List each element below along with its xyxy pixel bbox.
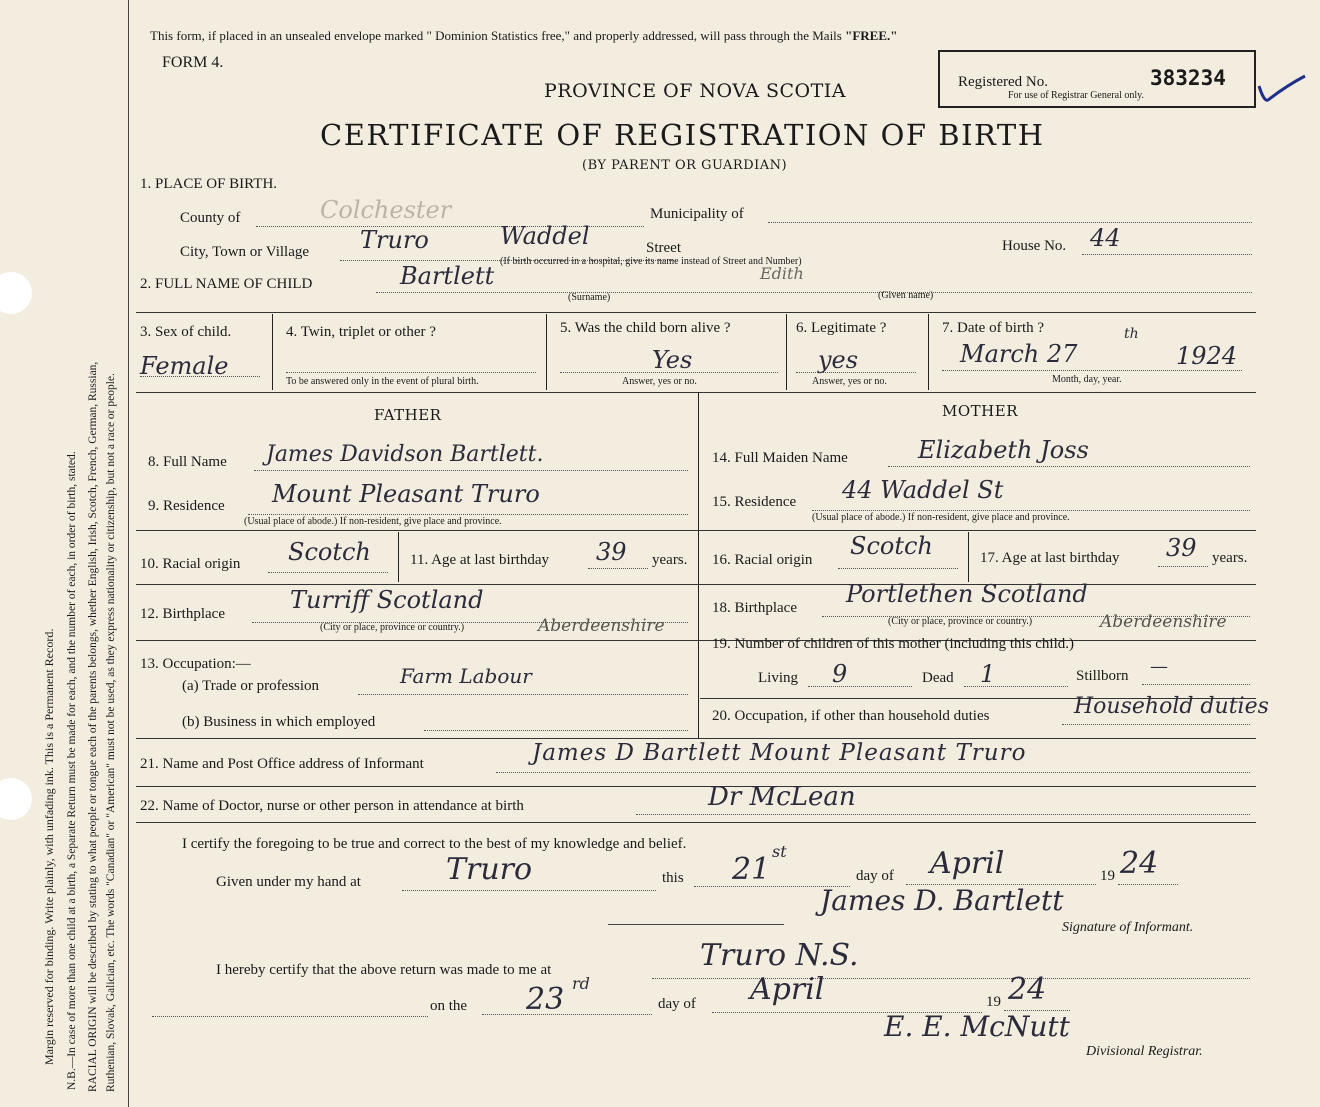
sex-value: Female <box>140 352 229 380</box>
certify-text: I certify the foregoing to be true and correct to the best of my knowledge and belief. <box>182 836 687 852</box>
registrar-place-value: Truro N.S. <box>700 938 859 973</box>
on-the-label: on the <box>430 998 468 1014</box>
alive-value: Yes <box>652 346 693 374</box>
registrar-dayof-label: day of <box>658 996 696 1012</box>
dob-label: 7. Date of birth ? <box>942 320 1045 336</box>
dob-note: Month, day, year. <box>1052 374 1122 385</box>
registrar-day-suffix: rd <box>572 974 590 993</box>
mother-age-label: 17. Age at last birthday <box>980 550 1120 566</box>
father-age-unit: years. <box>652 552 688 568</box>
father-residence-label: 9. Residence <box>148 498 225 514</box>
father-heading: FATHER <box>374 406 442 424</box>
margin-note-multiple-birth: N.B.—In case of more than one child at a birth, a Separate Return must be made for each, and the number of each, in order of birth, stated. <box>66 451 78 1090</box>
given-month-value: April <box>930 846 1005 881</box>
mother-birthplace-value: Portlethen Scotland <box>846 580 1088 608</box>
city-value: Truro <box>360 226 429 254</box>
children-count-label: 19. Number of children of this mother (including this child.) <box>712 636 1075 652</box>
registrar-year-value: 24 <box>1008 972 1047 1007</box>
registrar-text: I hereby certify that the above return was made to me at <box>216 962 552 978</box>
child-name-label: 2. FULL NAME OF CHILD <box>140 276 313 292</box>
dead-label: Dead <box>922 670 954 686</box>
house-value: 44 <box>1090 224 1121 252</box>
house-label: House No. <box>1002 238 1067 254</box>
mother-residence-label: 15. Residence <box>712 494 797 510</box>
father-age-label: 11. Age at last birthday <box>410 552 549 568</box>
father-birthplace-extra: Aberdeenshire <box>538 616 665 636</box>
mother-heading: MOTHER <box>942 402 1018 420</box>
street-label: Street <box>646 240 681 256</box>
given-day-value: 21 <box>732 852 771 887</box>
mail-notice: This form, if placed in an unsealed envelope marked " Dominion Statistics free," and properly addressed, will pass through the Mails "FREE." <box>150 28 898 43</box>
father-residence-value: Mount Pleasant Truro <box>272 480 540 508</box>
business-label: (b) Business in which employed <box>182 714 376 730</box>
living-label: Living <box>758 670 798 686</box>
registrar-day-value: 23 <box>526 982 565 1017</box>
dob-value: March 27 <box>960 340 1078 368</box>
informant-value: James D Bartlett Mount Pleasant Truro <box>532 740 1027 766</box>
mother-residence-value: 44 Waddel St <box>842 476 1004 504</box>
mother-residence-note: (Usual place of abode.) If non-resident, give place and province. <box>812 512 1070 523</box>
mother-age-unit: years. <box>1212 550 1248 566</box>
doctor-value: Dr McLean <box>708 782 856 812</box>
mother-name-value: Elizabeth Joss <box>918 436 1089 464</box>
given-place-value: Truro <box>446 852 533 887</box>
given-year-prefix: 19 <box>1100 868 1115 884</box>
margin-note-racial-origin-2: Ruthenian, Slovak, Galician, etc. The words "Canadian" or "American" must not be used, as they express nationality or citizenship, but not a race or people. <box>105 373 117 1092</box>
sex-label: 3. Sex of child. <box>140 324 232 340</box>
place-heading: 1. PLACE OF BIRTH. <box>140 176 278 192</box>
mother-birthplace-extra: Aberdeenshire <box>1100 612 1227 632</box>
doctor-label: 22. Name of Doctor, nurse or other person in attendance at birth <box>140 798 524 814</box>
child-surname: Bartlett <box>400 262 495 290</box>
legitimate-label: 6. Legitimate ? <box>796 320 887 336</box>
binder-hole-top <box>0 272 32 314</box>
margin-rule <box>128 0 129 1107</box>
county-label: County of <box>180 210 241 226</box>
street-value: Waddel <box>500 222 590 250</box>
father-birthplace-value: Turriff Scotland <box>290 586 484 614</box>
stillborn-value: — <box>1150 656 1168 677</box>
registrar-month-value: April <box>750 972 825 1007</box>
given-day-suffix: st <box>772 842 787 861</box>
county-value: Colchester <box>320 196 452 224</box>
dob-year: 1924 <box>1176 342 1238 370</box>
father-birthplace-label: 12. Birthplace <box>140 606 225 622</box>
father-race-label: 10. Racial origin <box>140 556 241 572</box>
certificate-subtitle: (BY PARENT OR GUARDIAN) <box>582 158 788 173</box>
father-name-value: James Davidson Bartlett. <box>266 442 544 467</box>
margin-note-racial-origin: RACIAL ORIGIN will be described by stating to what people or tongue each of the parents belongs, whether English, Irish, Scotch, French, German, Russian, <box>87 361 99 1092</box>
living-value: 9 <box>832 660 848 688</box>
this-label: this <box>662 870 684 886</box>
stillborn-label: Stillborn <box>1076 668 1129 684</box>
given-dayof-label: day of <box>856 868 894 884</box>
dead-value: 1 <box>980 660 996 688</box>
alive-note: Answer, yes or no. <box>622 376 697 387</box>
informant-signature-label: Signature of Informant. <box>1062 920 1194 935</box>
registered-number: 383234 <box>1150 66 1226 90</box>
mother-birthplace-note: (City or place, province or country.) <box>888 616 1033 627</box>
registrar-signature-label: Divisional Registrar. <box>1086 1044 1203 1059</box>
street-note: (If birth occurred in a hospital, give its name instead of Street and Number) <box>500 256 802 267</box>
mother-name-label: 14. Full Maiden Name <box>712 450 848 466</box>
father-occupation-label: 13. Occupation:— <box>140 656 251 672</box>
child-given-name: Edith <box>760 264 804 283</box>
father-residence-note: (Usual place of abode.) If non-resident, give place and province. <box>244 516 502 527</box>
mother-race-label: 16. Racial origin <box>712 552 813 568</box>
mother-birthplace-label: 18. Birthplace <box>712 600 797 616</box>
parent-divider <box>698 392 699 738</box>
registered-note: For use of Registrar General only. <box>1008 90 1144 101</box>
trade-value: Farm Labour <box>400 664 532 688</box>
father-age-value: 39 <box>596 538 627 566</box>
twin-note: To be answered only in the event of plural birth. <box>286 376 479 387</box>
registrar-year-prefix: 19 <box>986 994 1001 1010</box>
mother-age-value: 39 <box>1166 534 1197 562</box>
father-race-value: Scotch <box>288 538 371 566</box>
form-number: FORM 4. <box>162 54 224 71</box>
municipality-label: Municipality of <box>650 206 744 222</box>
informant-label: 21. Name and Post Office address of Informant <box>140 756 424 772</box>
twin-label: 4. Twin, triplet or other ? <box>286 324 436 340</box>
trade-label: (a) Trade or profession <box>182 678 320 694</box>
registrar-signature: E. E. McNutt <box>884 1010 1070 1043</box>
province-heading: PROVINCE OF NOVA SCOTIA <box>544 80 847 102</box>
margin-note-binding: Margin reserved for binding. Write plainly, with unfading ink. This is a Permanent Record. <box>42 628 56 1065</box>
surname-note: (Surname) <box>568 292 611 303</box>
certificate-title: CERTIFICATE OF REGISTRATION OF BIRTH <box>320 118 1045 152</box>
given-under-label: Given under my hand at <box>216 874 361 890</box>
registered-label: Registered No. <box>958 74 1048 90</box>
legitimate-note: Answer, yes or no. <box>812 376 887 387</box>
given-note: (Given name) <box>878 290 934 301</box>
city-label: City, Town or Village <box>180 244 310 260</box>
alive-label: 5. Was the child born alive ? <box>560 320 731 336</box>
legitimate-value: yes <box>818 346 859 374</box>
dob-suffix: th <box>1124 326 1139 342</box>
father-birthplace-note: (City or place, province or country.) <box>320 622 465 633</box>
mother-occupation-value: Household duties <box>1074 694 1269 719</box>
checkmark-icon <box>1256 72 1308 108</box>
mother-race-value: Scotch <box>850 532 933 560</box>
given-year-value: 24 <box>1120 846 1159 881</box>
father-name-label: 8. Full Name <box>148 454 227 470</box>
informant-signature: James D. Bartlett <box>820 884 1064 917</box>
registered-box <box>938 50 1256 108</box>
binder-hole-bottom <box>0 778 32 820</box>
mother-occupation-label: 20. Occupation, if other than household duties <box>712 708 990 724</box>
